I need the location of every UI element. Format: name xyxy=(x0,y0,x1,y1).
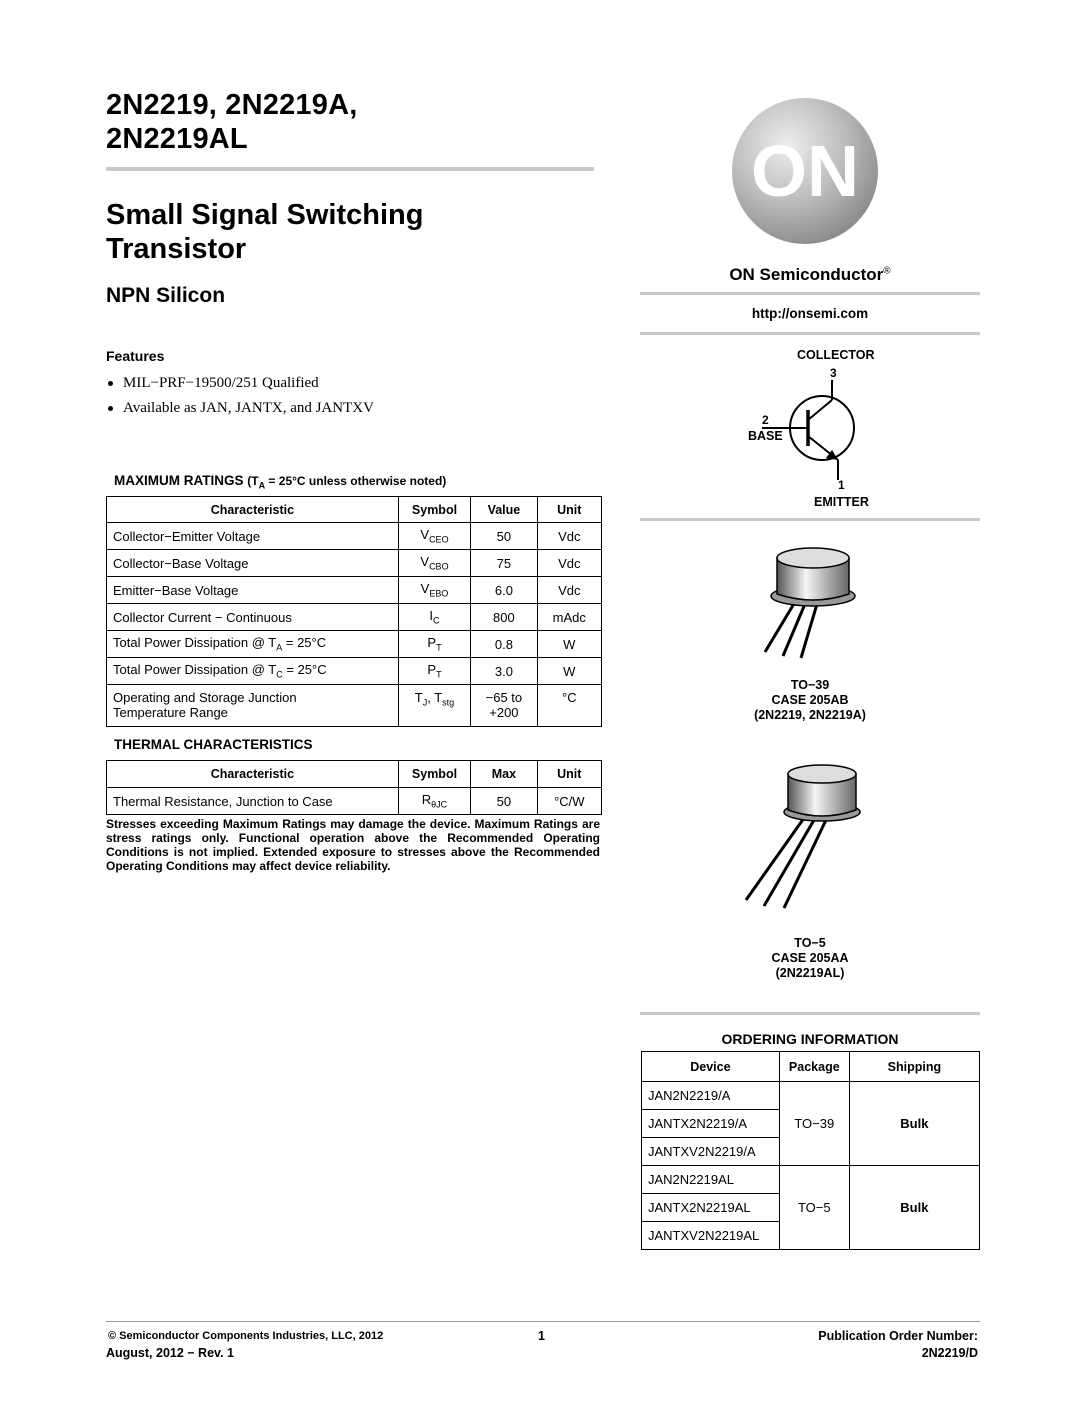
footer-pub-label: Publication Order Number: xyxy=(818,1329,978,1343)
cell-symbol: $I_C$ xyxy=(398,604,470,631)
footer-rule xyxy=(106,1321,980,1322)
table-row xyxy=(107,658,602,685)
cell-char: Collector Current − Continuous xyxy=(107,604,399,631)
cell-unit: W xyxy=(537,631,601,658)
cell-symbol: $T_J$, $T_{stg}$ xyxy=(398,685,470,727)
col-characteristic: Characteristic xyxy=(107,497,399,523)
title-rule xyxy=(106,167,594,171)
cell-symbol: $V_{CBO}$ xyxy=(398,550,470,577)
cell-device: JANTX2N2219/A xyxy=(642,1110,780,1138)
footer-page-number: 1 xyxy=(538,1329,545,1343)
right-rule-2 xyxy=(640,332,980,335)
cell-unit: mAdc xyxy=(537,604,601,631)
thermal-heading: THERMAL CHARACTERISTICS xyxy=(114,737,313,752)
cell-package: TO−39 xyxy=(779,1082,849,1166)
cell-unit: Vdc xyxy=(537,523,601,550)
cell-char: Total Power Dissipation @ $T_C = 25^\circ C$ xyxy=(107,658,399,685)
cell-shipping: Bulk xyxy=(849,1082,979,1166)
bullet-icon xyxy=(108,381,113,386)
table-header-row xyxy=(642,1052,980,1082)
table-row xyxy=(107,685,602,727)
max-ratings-title: MAXIMUM RATINGS xyxy=(114,473,244,488)
cell-shipping: Bulk xyxy=(849,1166,979,1250)
cell-char: Emitter−Base Voltage xyxy=(107,577,399,604)
col-max: Max xyxy=(471,761,537,788)
cell-value: 75 xyxy=(471,550,537,577)
table-row xyxy=(642,1166,980,1194)
pin3-label: 3 xyxy=(830,366,837,380)
feature-text: Available as JAN, JANTX, and JANTXV xyxy=(123,400,374,416)
col-unit: Unit xyxy=(537,761,601,788)
cell-value: 50 xyxy=(471,788,537,815)
col-device: Device xyxy=(642,1052,780,1082)
cell-unit: Vdc xyxy=(537,550,601,577)
cell-symbol: $P_T$ xyxy=(398,658,470,685)
right-rule-1 xyxy=(640,292,980,295)
collector-label: COLLECTOR xyxy=(797,348,875,362)
to5-package-icon xyxy=(738,760,868,910)
table-row xyxy=(107,577,602,604)
on-logo-icon xyxy=(730,96,880,246)
company-url[interactable]: http://onsemi.com xyxy=(751,306,869,321)
footer-date: August, 2012 − Rev. 1 xyxy=(106,1346,234,1360)
table-header-row xyxy=(107,497,602,523)
cell-device: JAN2N2219/A xyxy=(642,1082,780,1110)
table-row xyxy=(107,788,602,815)
emitter-label: EMITTER xyxy=(814,495,869,509)
subtitle-line-2: Transistor xyxy=(106,233,247,265)
to39-package-icon xyxy=(755,540,865,660)
thermal-table xyxy=(106,760,602,815)
cell-symbol: $P_T$ xyxy=(398,631,470,658)
to39-caption: TO−39 CASE 205AB (2N2219, 2N2219A) xyxy=(754,678,866,722)
cell-device: JANTXV2N2219/A xyxy=(642,1138,780,1166)
footer-copyright: © Semiconductor Components Industries, LLC, 2012 xyxy=(108,1330,384,1342)
title-line-2: 2N2219AL xyxy=(106,123,248,155)
cell-char: Collector−Emitter Voltage xyxy=(107,523,399,550)
stress-note: Stresses exceeding Maximum Ratings may damage the device. Maximum Ratings are stress ratings only. Functional operation above the Recommended Operating Conditions is not implied. Extended exposure to stresses above the Recommended Operating Conditions may affect device reliability. xyxy=(106,817,600,873)
subtitle-line-1: Small Signal Switching xyxy=(106,199,424,231)
cell-char: Total Power Dissipation @ $T_A = 25^\circ C$ xyxy=(107,631,399,658)
cell-unit: Vdc xyxy=(537,577,601,604)
logo-text: ON xyxy=(751,132,859,212)
col-characteristic: Characteristic xyxy=(107,761,399,788)
col-value: Value xyxy=(471,497,537,523)
table-row xyxy=(107,631,602,658)
npn-subheading: NPN Silicon xyxy=(106,284,226,307)
cell-device: JANTXV2N2219AL xyxy=(642,1222,780,1250)
col-shipping: Shipping xyxy=(849,1052,979,1082)
cell-value: 50 xyxy=(471,523,537,550)
company-name: ON Semiconductor® xyxy=(729,265,891,284)
cell-symbol: $R_{\theta JC}$ xyxy=(398,788,470,815)
feature-text: MIL−PRF−19500/251 Qualified xyxy=(123,375,319,391)
cell-device: JANTX2N2219AL xyxy=(642,1194,780,1222)
cell-symbol: $V_{CEO}$ xyxy=(398,523,470,550)
col-unit: Unit xyxy=(537,497,601,523)
ordering-table xyxy=(641,1051,980,1250)
cell-char: Thermal Resistance, Junction to Case xyxy=(107,788,399,815)
features-heading: Features xyxy=(106,348,165,364)
cell-package: TO−5 xyxy=(779,1166,849,1250)
npn-transistor-symbol-icon xyxy=(760,380,870,480)
document-title xyxy=(106,88,357,156)
max-ratings-heading xyxy=(114,473,446,490)
max-ratings-condition: ($T_A = 25^\circ C$ unless otherwise noted) xyxy=(247,474,447,491)
col-symbol: Symbol xyxy=(398,761,470,788)
cell-char: Operating and Storage Junction Temperature Range xyxy=(107,685,399,727)
col-package: Package xyxy=(779,1052,849,1082)
table-row xyxy=(107,550,602,577)
cell-unit: W xyxy=(537,658,601,685)
pin2-label: 2 xyxy=(762,413,769,427)
cell-value: 6.0 xyxy=(471,577,537,604)
table-row xyxy=(642,1082,980,1110)
title-line-1: 2N2219, 2N2219A, xyxy=(106,89,358,121)
footer-pub-number: 2N2219/D xyxy=(921,1346,978,1360)
document-subtitle xyxy=(106,198,423,266)
cell-value: 3.0 xyxy=(471,658,537,685)
max-ratings-table xyxy=(106,496,602,727)
table-header-row xyxy=(107,761,602,788)
pin1-label: 1 xyxy=(838,478,845,492)
table-row xyxy=(107,604,602,631)
right-rule-3 xyxy=(640,518,980,521)
bullet-icon xyxy=(108,406,113,411)
cell-value: 800 xyxy=(471,604,537,631)
table-row xyxy=(107,523,602,550)
cell-symbol: $V_{EBO}$ xyxy=(398,577,470,604)
cell-value: −65 to +200 xyxy=(471,685,537,727)
cell-unit: °C xyxy=(537,685,601,727)
to5-caption: TO−5 CASE 205AA (2N2219AL) xyxy=(771,936,849,980)
cell-device: JAN2N2219AL xyxy=(642,1166,780,1194)
base-label: BASE xyxy=(748,429,783,443)
feature-item-2 xyxy=(108,400,374,417)
right-rule-4 xyxy=(640,1012,980,1015)
ordering-heading: ORDERING INFORMATION xyxy=(721,1031,899,1047)
cell-unit: °C/W xyxy=(537,788,601,815)
col-symbol: Symbol xyxy=(398,497,470,523)
feature-item-1 xyxy=(108,375,319,392)
cell-char: Collector−Base Voltage xyxy=(107,550,399,577)
cell-value: 0.8 xyxy=(471,631,537,658)
